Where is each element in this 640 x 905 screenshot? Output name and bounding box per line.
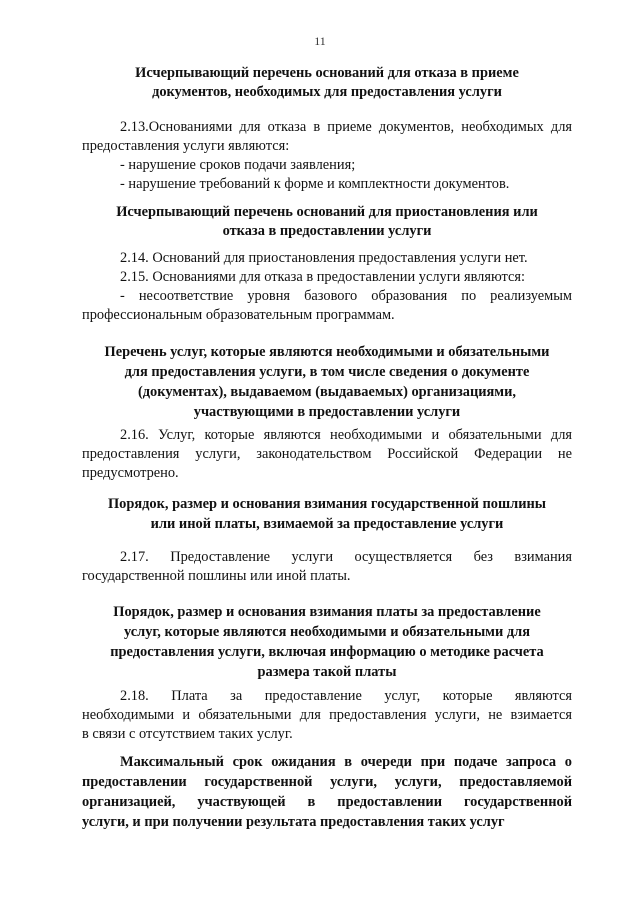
heading-suspension-refusal <box>82 203 572 241</box>
paragraph-line: в связи с отсутствием таких услуг. <box>82 726 293 742</box>
heading-refusal-acceptance <box>82 64 572 102</box>
heading-state-duty <box>82 494 572 534</box>
paragraph-line: 2.17. Предоставление услуги осуществляется без взимания <box>120 549 572 565</box>
heading-line: Перечень услуг, которые являются необходимыми и обязательными <box>104 344 550 360</box>
paragraph-line: предоставления услуги являются: <box>82 138 290 154</box>
list-item: - нарушение сроков подачи заявления; <box>120 157 356 173</box>
heading-line: участвующими в предоставлении услуги <box>193 404 461 420</box>
list-item: - нарушение требований к форме и комплектности документов. <box>120 176 510 192</box>
heading-line: размера такой платы <box>257 664 397 680</box>
heading-line: Исчерпывающий перечень оснований для приостановления или <box>116 204 538 220</box>
heading-line: Порядок, размер и основания взимания государственной пошлины <box>107 496 547 512</box>
heading-line: услуги, и при получении результата предоставления таких услуг <box>82 814 505 830</box>
paragraph-line: 2.15. Основаниями для отказа в предоставлении услуги являются: <box>120 269 526 285</box>
paragraph-line: государственной пошлины или иной платы. <box>82 568 351 584</box>
paragraph-2-14-2-15 <box>82 249 572 325</box>
paragraph-2-17 <box>82 548 572 586</box>
heading-line: предоставления услуги, включая информацию о методике расчета <box>110 644 544 660</box>
heading-line: документов, необходимых для предоставления услуги <box>152 84 502 100</box>
paragraph-line: профессиональным образовательным программам. <box>82 307 395 323</box>
heading-line: отказа в предоставлении услуги <box>222 223 432 239</box>
heading-line: предоставлении государственной услуги, услуги, предоставляемой <box>82 774 572 790</box>
paragraph-line: 2.18. Плата за предоставление услуг, которые являются <box>120 688 572 704</box>
heading-line: Максимальный срок ожидания в очереди при подаче запроса о <box>120 754 572 770</box>
list-item: - несоответствие уровня базового образования по реализуемым <box>120 288 572 304</box>
heading-line: или иной платы, взимаемой за предоставление услуги <box>150 516 504 532</box>
heading-line: услуг, которые являются необходимыми и обязательными для <box>123 624 531 640</box>
page-number: 11 <box>314 34 326 48</box>
heading-line: организацией, участвующей в предоставлении государственной <box>82 794 572 810</box>
heading-line: Исчерпывающий перечень оснований для отказа в приеме <box>135 65 519 81</box>
paragraph-line: 2.16. Услуг, которые являются необходимыми и обязательными для <box>120 427 572 443</box>
paragraph-2-13 <box>82 118 572 194</box>
heading-necessary-services <box>82 342 572 422</box>
paragraph-line: предусмотрено. <box>82 465 179 481</box>
heading-fee-methodology <box>82 602 572 682</box>
heading-line: для предоставления услуги, в том числе сведения о документе <box>124 364 530 380</box>
heading-queue-wait-time <box>82 752 572 832</box>
heading-line: (документах), выдаваемом (выдаваемых) организациями, <box>137 384 517 400</box>
paragraph-line: необходимыми и обязательными для предоставления услуги, не взимается <box>82 707 572 723</box>
paragraph-2-18 <box>82 687 572 744</box>
paragraph-2-16 <box>82 426 572 483</box>
paragraph-line: 2.14. Оснований для приостановления предоставления услуги нет. <box>120 250 528 266</box>
paragraph-line: 2.13.Основаниями для отказа в приеме документов, необходимых для <box>120 119 572 135</box>
paragraph-line: предоставления услуги, законодательством Российской Федерации не <box>82 446 572 462</box>
heading-line: Порядок, размер и основания взимания платы за предоставление <box>113 604 541 620</box>
